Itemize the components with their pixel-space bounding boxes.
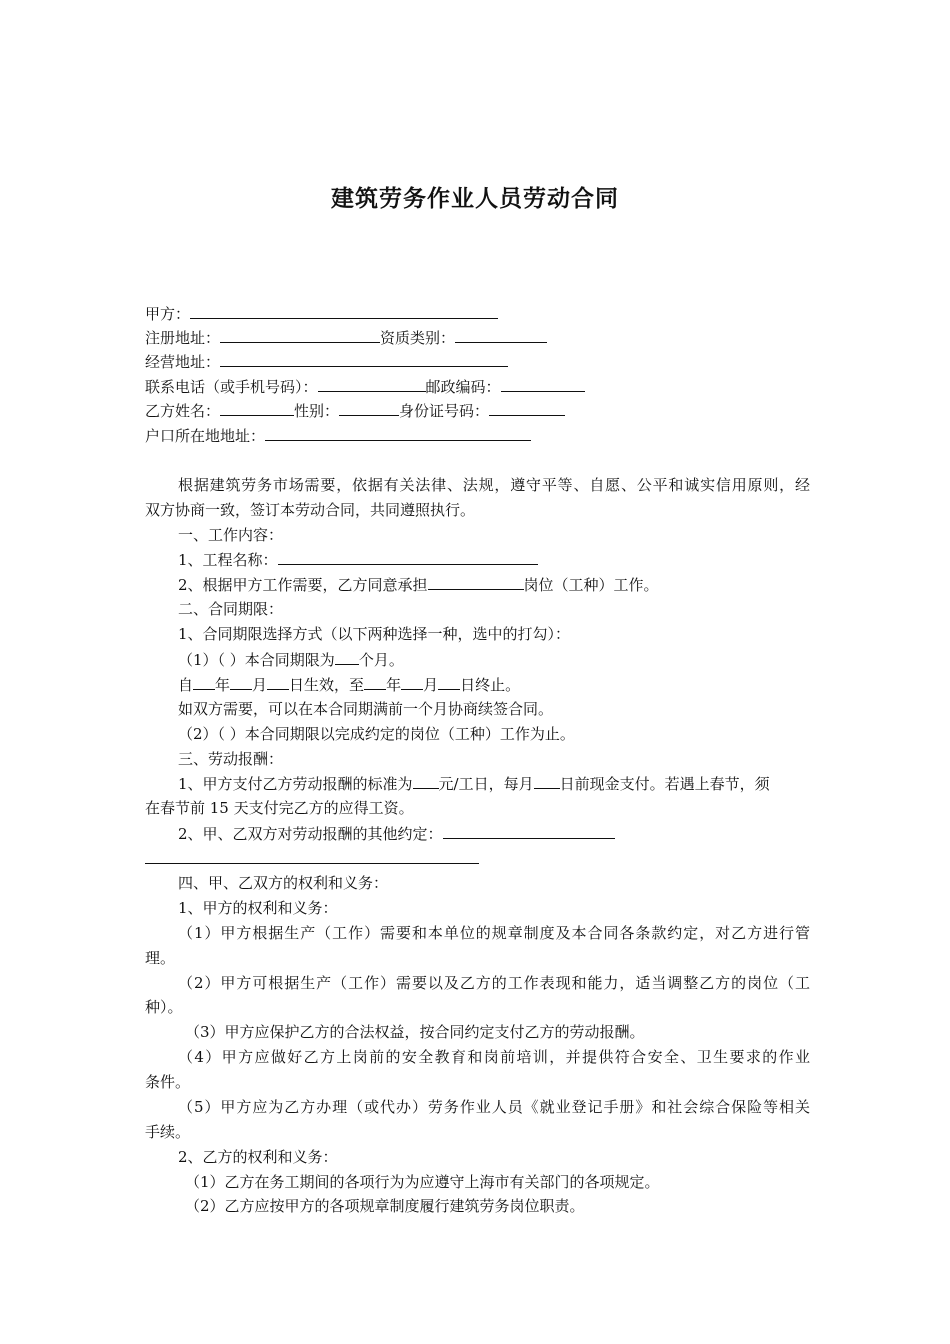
term-months-line (178, 649, 810, 670)
phone-blank[interactable] (318, 376, 426, 392)
start-day-blank[interactable] (267, 674, 289, 690)
a-clause-4-line2: 条件。 (145, 1073, 191, 1091)
reg-address-blank[interactable] (220, 327, 380, 343)
post-blank[interactable] (428, 574, 524, 590)
hukou-line (145, 425, 810, 446)
pay-text-a: 1、甲方支付乙方劳动报酬的标准为 (178, 775, 413, 793)
phone-label: 联系电话（或手机号码）： (145, 378, 318, 396)
pay-other-label: 2、甲、乙双方对劳动报酬的其他约定： (178, 825, 443, 843)
id-no-label: 身份证号码： (399, 402, 490, 420)
project-name-blank[interactable] (278, 549, 538, 565)
start-year-label: 年 (215, 676, 231, 694)
term-complete-line: （2）（ ）本合同期限以完成约定的岗位（工种）工作为止。 (178, 725, 575, 743)
end-day-label: 日终止。 (460, 676, 521, 694)
section-3-heading: 三、劳动报酬： (178, 750, 284, 768)
a-clause-2-line2: 种）。 (145, 998, 183, 1016)
pay-other-continuation (145, 848, 810, 869)
a-clause-5-line1: （5）甲方应为乙方办理（或代办）劳务作业人员《就业登记手册》和社会综合保险等相关 (178, 1098, 810, 1116)
section-1-heading: 一、工作内容： (178, 526, 284, 544)
intro-paragraph-line1: 根据建筑劳务市场需要，依据有关法律、法规，遵守平等、自愿、公平和诚实信用原则，经 (178, 476, 810, 494)
party-a-blank[interactable] (190, 303, 498, 319)
project-name-label: 1、工程名称： (178, 551, 278, 569)
qualification-label: 资质类别： (380, 329, 456, 347)
b-name-blank[interactable] (220, 400, 294, 416)
biz-address-blank[interactable] (220, 351, 508, 367)
party-b-rights-heading: 2、乙方的权利和义务： (178, 1148, 338, 1166)
id-no-blank[interactable] (489, 400, 565, 416)
end-year-label: 年 (386, 676, 402, 694)
pay-day-blank[interactable] (534, 773, 560, 789)
pay-text-c: 日前现金支付。若遇上春节，须 (559, 775, 770, 793)
pay-other-line (178, 823, 810, 844)
a-clause-1-line2: 理。 (145, 949, 176, 967)
pay-standard-line (178, 773, 810, 794)
end-year-blank[interactable] (364, 674, 386, 690)
date-from-label: 自 (178, 676, 194, 694)
a-clause-4-line1: （4）甲方应做好乙方上岗前的安全教育和岗前培训，并提供符合安全、卫生要求的作业 (178, 1048, 810, 1066)
pay-rate-blank[interactable] (413, 773, 439, 789)
gender-blank[interactable] (339, 400, 399, 416)
section-2-heading: 二、合同期限： (178, 600, 284, 618)
document-title: 建筑劳务作业人员劳动合同 (331, 186, 619, 212)
renew-line: 如双方需要，可以在本合同期满前一个月协商续签合同。 (178, 700, 554, 718)
reg-address-label: 注册地址： (145, 329, 221, 347)
term-months-text-b: 个月。 (358, 651, 404, 669)
hukou-label: 户口所在地地址： (145, 427, 266, 445)
end-month-blank[interactable] (401, 674, 423, 690)
a-clause-3: （3）甲方应保护乙方的合法权益，按合同约定支付乙方的劳动报酬。 (185, 1023, 645, 1041)
a-clause-2-line1: （2）甲方可根据生产（工作）需要以及乙方的工作表现和能力，适当调整乙方的岗位（工 (178, 974, 810, 992)
b-clause-2: （2）乙方应按甲方的各项规章制度履行建筑劳务岗位职责。 (185, 1197, 585, 1215)
party-a-rights-heading: 1、甲方的权利和义务： (178, 899, 338, 917)
start-month-blank[interactable] (230, 674, 252, 690)
party-a-label: 甲方： (145, 305, 191, 323)
section-4-heading: 四、甲、乙双方的权利和义务： (178, 874, 389, 892)
term-months-blank[interactable] (335, 649, 359, 665)
start-day-label: 日生效，至 (289, 676, 365, 694)
intro-paragraph-line2: 双方协商一致，签订本劳动合同，共同遵照执行。 (145, 501, 476, 519)
gender-label: 性别： (294, 402, 340, 420)
term-months-text-a: （1）（ ）本合同期限为 (178, 651, 335, 669)
term-dates-line (178, 674, 810, 695)
phone-line (145, 376, 810, 397)
hukou-blank[interactable] (265, 425, 531, 441)
post-text-b: 岗位（工种）工作。 (523, 576, 659, 594)
post-text-a: 2、根据甲方工作需要，乙方同意承担 (178, 576, 428, 594)
biz-address-line (145, 351, 810, 372)
pay-text-b: 元/工日，每月 (438, 775, 534, 793)
a-clause-5-line2: 手续。 (145, 1123, 191, 1141)
post-line (178, 574, 810, 595)
term-method-line: 1、合同期限选择方式（以下两种选择一种，选中的打勾）： (178, 625, 571, 643)
a-clause-1-line1: （1）甲方根据生产（工作）需要和本单位的规章制度及本合同各条款约定，对乙方进行管 (178, 924, 810, 942)
b-clause-1: （1）乙方在务工期间的各项行为为应遵守上海市有关部门的各项规定。 (185, 1173, 660, 1191)
qualification-blank[interactable] (455, 327, 547, 343)
postcode-label: 邮政编码： (425, 378, 501, 396)
end-day-blank[interactable] (438, 674, 460, 690)
pay-spring-line: 在春节前 15 天支付完乙方的应得工资。 (145, 799, 414, 817)
b-info-line (145, 400, 810, 421)
b-name-label: 乙方姓名： (145, 402, 221, 420)
project-name-line (178, 549, 810, 570)
start-year-blank[interactable] (193, 674, 215, 690)
reg-address-line (145, 327, 810, 348)
party-a-line (145, 303, 810, 324)
end-month-label: 月 (423, 676, 439, 694)
pay-other-blank[interactable] (443, 823, 615, 839)
pay-other-blank-2[interactable] (145, 848, 479, 864)
postcode-blank[interactable] (501, 376, 585, 392)
biz-address-label: 经营地址： (145, 353, 221, 371)
start-month-label: 月 (252, 676, 268, 694)
